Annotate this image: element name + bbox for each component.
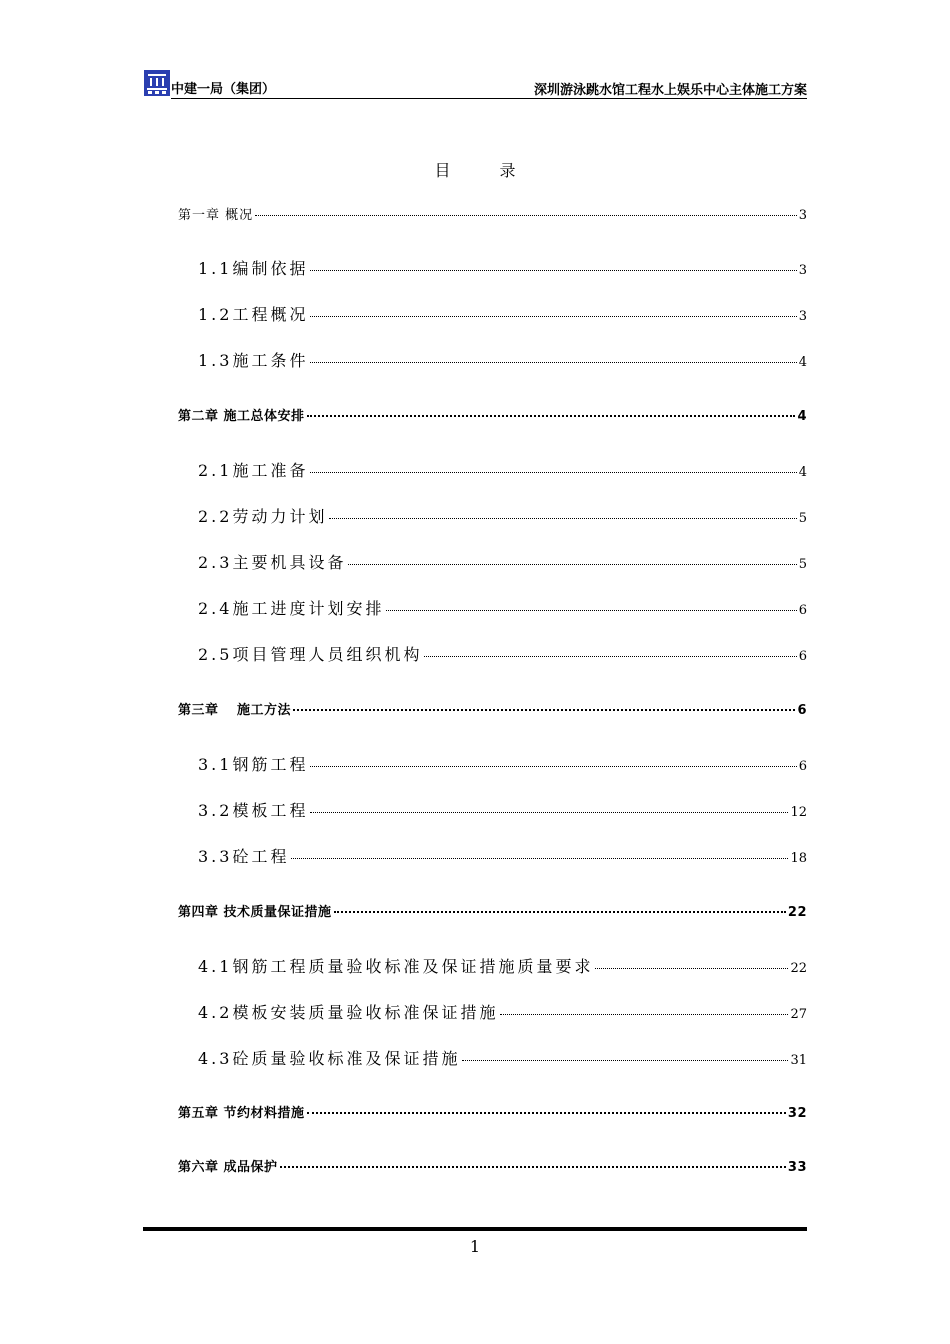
toc-entry-page: 5 bbox=[798, 511, 807, 526]
toc-entry[interactable] bbox=[198, 348, 807, 371]
toc-title: 目 录 bbox=[434, 161, 538, 180]
toc-entry[interactable] bbox=[198, 458, 807, 481]
toc-entry-page: 33 bbox=[787, 1160, 807, 1175]
toc-dot-leader bbox=[500, 1014, 788, 1015]
toc-entry-label: 1.3施工条件 bbox=[198, 351, 309, 370]
toc-dot-leader bbox=[310, 362, 796, 363]
toc-entry-label: 3.2模板工程 bbox=[198, 801, 309, 820]
toc-dot-leader bbox=[310, 472, 796, 473]
toc-entry[interactable] bbox=[178, 1102, 807, 1121]
toc-entry-page: 3 bbox=[798, 309, 807, 324]
toc-dot-leader bbox=[462, 1060, 788, 1061]
toc-entry[interactable] bbox=[178, 901, 807, 920]
toc-entry[interactable] bbox=[198, 642, 807, 665]
toc-entry-label: 第五章 节约材料措施 bbox=[178, 1106, 305, 1121]
header-divider bbox=[171, 98, 807, 99]
toc-entry[interactable] bbox=[198, 1046, 807, 1069]
toc-entry-page: 3 bbox=[798, 208, 807, 223]
toc-entry[interactable] bbox=[198, 550, 807, 573]
toc-entry[interactable] bbox=[198, 596, 807, 619]
toc-entry-label: 第一章 概况 bbox=[178, 208, 254, 223]
toc-entry-page: 22 bbox=[787, 905, 807, 920]
toc-entry-label: 第三章 施工方法 bbox=[178, 703, 292, 718]
toc-dot-leader bbox=[424, 656, 796, 657]
company-logo bbox=[144, 70, 170, 96]
footer-divider bbox=[143, 1227, 807, 1231]
toc-entry-label: 4.1钢筋工程质量验收标准及保证措施质量要求 bbox=[198, 957, 594, 976]
toc-entry-label: 2.2劳动力计划 bbox=[198, 507, 328, 526]
toc-entry-page: 3 bbox=[798, 263, 807, 278]
toc-entry[interactable] bbox=[178, 405, 807, 424]
toc-entry[interactable] bbox=[198, 504, 807, 527]
toc-dot-leader bbox=[255, 215, 797, 216]
toc-entry-label: 1.2工程概况 bbox=[198, 305, 309, 324]
toc-entry[interactable] bbox=[178, 1156, 807, 1175]
toc-entry-label: 3.1钢筋工程 bbox=[198, 755, 309, 774]
toc-entry-label: 第四章 技术质量保证措施 bbox=[178, 905, 332, 920]
toc-entry[interactable] bbox=[198, 1000, 807, 1023]
toc-entry-label: 1.1编制依据 bbox=[198, 259, 309, 278]
toc-entry-label: 2.5项目管理人员组织机构 bbox=[198, 645, 423, 664]
toc-entry-page: 31 bbox=[790, 1053, 807, 1068]
page-number: 1 bbox=[469, 1237, 481, 1256]
toc-dot-leader bbox=[334, 911, 786, 913]
toc-dot-leader bbox=[329, 518, 796, 519]
toc-dot-leader bbox=[307, 1112, 786, 1114]
toc-dot-leader bbox=[310, 812, 788, 813]
toc-entry-label: 3.3砼工程 bbox=[198, 847, 290, 866]
toc-entry-page: 4 bbox=[797, 409, 807, 424]
toc-entry-label: 4.2模板安装质量验收标准保证措施 bbox=[198, 1003, 499, 1022]
toc-entry-page: 6 bbox=[798, 649, 807, 664]
toc-entry[interactable] bbox=[198, 256, 807, 279]
toc-entry-label: 2.4施工进度计划安排 bbox=[198, 599, 385, 618]
toc-entry-page: 6 bbox=[798, 603, 807, 618]
toc-entry-page: 4 bbox=[798, 355, 807, 370]
toc-entry-page: 5 bbox=[798, 557, 807, 572]
toc-entry-label: 第六章 成品保护 bbox=[178, 1160, 278, 1175]
toc-entry-page: 32 bbox=[787, 1106, 807, 1121]
toc-entry[interactable] bbox=[178, 699, 807, 718]
header-company-name: 中建一局（集团） bbox=[171, 82, 276, 97]
toc-entry[interactable] bbox=[198, 302, 807, 325]
toc-entry[interactable] bbox=[198, 798, 807, 821]
toc-entry-page: 27 bbox=[790, 1007, 807, 1022]
toc-entry-page: 6 bbox=[797, 703, 807, 718]
toc-entry-page: 6 bbox=[798, 759, 807, 774]
toc-entry-label: 4.3砼质量验收标准及保证措施 bbox=[198, 1049, 461, 1068]
toc-dot-leader bbox=[310, 316, 796, 317]
toc-dot-leader bbox=[310, 270, 796, 271]
toc-entry-page: 4 bbox=[798, 465, 807, 480]
toc-entry[interactable] bbox=[198, 954, 807, 977]
toc-dot-leader bbox=[386, 610, 796, 611]
toc-entry[interactable] bbox=[198, 844, 807, 867]
toc-entry[interactable] bbox=[198, 752, 807, 775]
toc-entry-label: 第二章 施工总体安排 bbox=[178, 409, 305, 424]
toc-entry-page: 18 bbox=[790, 851, 807, 866]
toc-entry[interactable] bbox=[178, 204, 807, 223]
toc-dot-leader bbox=[307, 415, 796, 417]
toc-dot-leader bbox=[291, 858, 788, 859]
toc-dot-leader bbox=[280, 1166, 786, 1168]
toc-dot-leader bbox=[293, 709, 795, 711]
company-logo-icon bbox=[144, 70, 170, 96]
toc-dot-leader bbox=[348, 564, 796, 565]
toc-entry-page: 22 bbox=[790, 961, 807, 976]
toc-dot-leader bbox=[310, 766, 796, 767]
toc-entry-label: 2.3主要机具设备 bbox=[198, 553, 347, 572]
toc-dot-leader bbox=[595, 968, 788, 969]
toc-entry-label: 2.1施工准备 bbox=[198, 461, 309, 480]
toc-entry-page: 12 bbox=[790, 805, 807, 820]
header-project-title: 深圳游泳跳水馆工程水上娱乐中心主体施工方案 bbox=[533, 83, 807, 98]
